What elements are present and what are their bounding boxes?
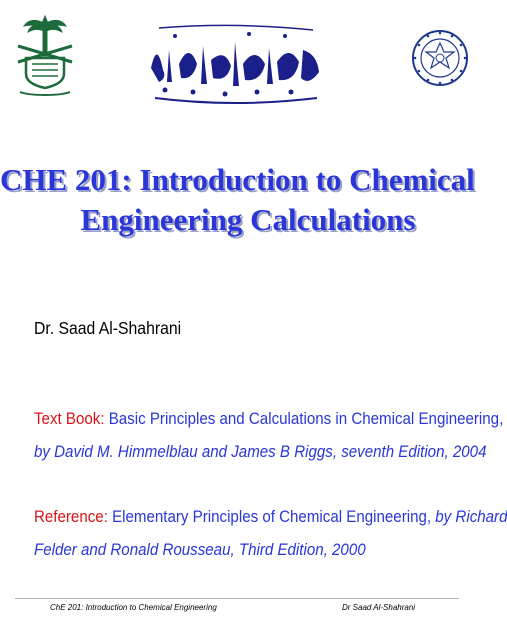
footer-divider xyxy=(15,598,459,599)
footer-course: ChE 201: Introduction to Chemical Engineering xyxy=(50,603,217,612)
footer-author: Dr Saad Al-Shahrani xyxy=(342,603,416,612)
textbook-citation xyxy=(34,402,503,468)
reference-label-sep: : xyxy=(103,507,113,526)
page-title xyxy=(0,160,474,240)
reference-line-1 xyxy=(34,500,507,533)
university-emblem-left-icon xyxy=(8,12,82,104)
reference-label: Reference xyxy=(34,507,104,526)
textbook-label-sep: : xyxy=(100,409,109,428)
textbook-authors: by David M. Himmelblau and James B Riggs, seventh Edition, 2004 xyxy=(34,442,487,461)
title-line-2: Engineering Calculations xyxy=(80,202,416,237)
author-name: Dr. Saad Al-Shahrani xyxy=(34,318,182,338)
textbook-title: Basic Principles and Calculations in Chemical Engineering, xyxy=(108,409,504,428)
reference-title: Elementary Principles of Chemical Engineering, xyxy=(112,507,436,526)
title-line-1: CHE 201: Introduction to Chemical xyxy=(0,162,475,197)
reference-citation xyxy=(34,500,507,566)
arabic-calligraphy-basmala-icon xyxy=(145,20,325,108)
reference-by: by Richard xyxy=(435,507,507,526)
reference-authors: Felder and Ronald Rousseau, Third Edition, 2000 xyxy=(34,540,366,559)
university-seal-right-icon xyxy=(410,12,470,104)
textbook-line-1 xyxy=(34,402,503,435)
textbook-label: Text Book xyxy=(34,409,101,428)
